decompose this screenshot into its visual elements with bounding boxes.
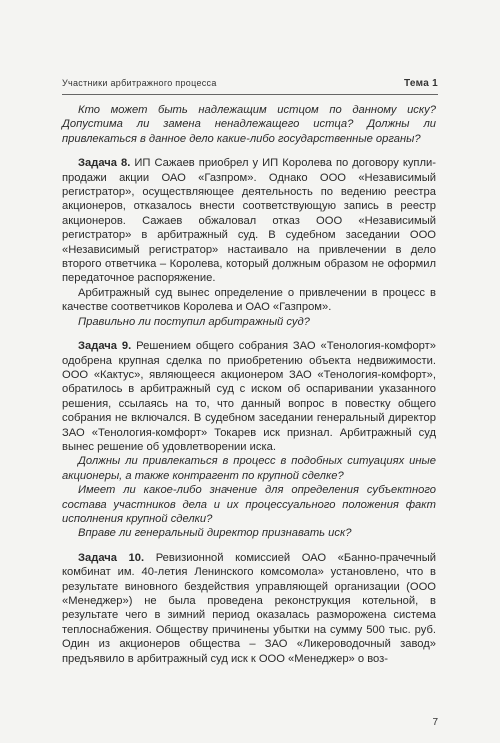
task-label: Задача 10.: [78, 551, 145, 564]
header-divider: [62, 94, 438, 95]
task-10-paragraph: Задача 10. Ревизионной комиссией ОАО «Банно-прачечный комбинат им. 40-летия Ленинского комсомола» установлено, что в результате виновного бездействия управляющей организации (ООО «Менеджер») не была проведена реконструкция котельной, в результате чего в зимний период оказалась разморожена система теплоснабжения. Обществу причинены убытки на сумму 500 тыс. руб. Один из акционеров общества – ЗАО «Ликероводочный завод» предъявило в арбитражный суд иск к ООО «Менеджер» о воз-: [62, 551, 436, 665]
header-topic: Тема 1: [403, 78, 438, 89]
question-paragraph: Должны ли привлекаться в процесс в подобных ситуациях иные акционеры, а также контрагент по крупной сделке?: [62, 455, 436, 482]
question-paragraph: Имеет ли какое-либо значение для определения субъектного состава участников дела и их процессуального положения факт исполнения крупной сделки?: [62, 484, 436, 525]
task-label: Задача 8.: [78, 157, 131, 170]
running-header: [62, 78, 438, 92]
header-section-title: Участники арбитражного процесса: [62, 78, 217, 88]
question-paragraph: Кто может быть надлежащим истцом по данному иску? Допустима ли замена ненадлежащего истца? Должны ли привлекаться в данное дело какие-либо государственные органы?: [62, 104, 436, 145]
task-8-paragraph: Задача 8. ИП Сажаев приобрел у ИП Королева по договору купли-продажи акции ОАО «Газпром». Однако ООО «Независимый регистратор», осуществляющее деятельность по ведению реестра акционеров, отказалось внести соответствующую запись в реестр акционеров. Сажаев обжаловал отказ ООО «Независимый регистратор» в арбитражный суд. В судебном заседании ООО «Независимый регистратор» настаивало на привлечении в дело второго ответчика – Королева, который должным образом не оформил передаточное распоряжение.: [62, 157, 436, 285]
body-paragraph: Арбитражный суд вынес определение о привлечении в процесс в качестве соответчиков Королева и ОАО «Газпром».: [62, 286, 436, 314]
question-paragraph: Правильно ли поступил арбитражный суд?: [78, 315, 310, 328]
task-label: Задача 9.: [78, 340, 132, 353]
task-9-paragraph: Задача 9. Решением общего собрания ЗАО «Тенология-комфорт» одобрена крупная сделка по приобретению объекта недвижимости. ООО «Кактус», являющееся акционером ЗАО «Тенология-комфорт», обратилось в арбитражный суд с иском об оспаривании указанного решения, ссылаясь на то, что данный вопрос в повестку общего собрания не включался. В судебном заседании генеральный директор ЗАО «Тенология-комфорт» Токарев иск признал. Арбитражный суд вынес решение об удовлетворении иска.: [62, 340, 436, 453]
page-body: [62, 103, 436, 666]
page-number: 7: [432, 717, 438, 728]
question-paragraph: Вправе ли генеральный директор признавать иск?: [78, 527, 352, 540]
